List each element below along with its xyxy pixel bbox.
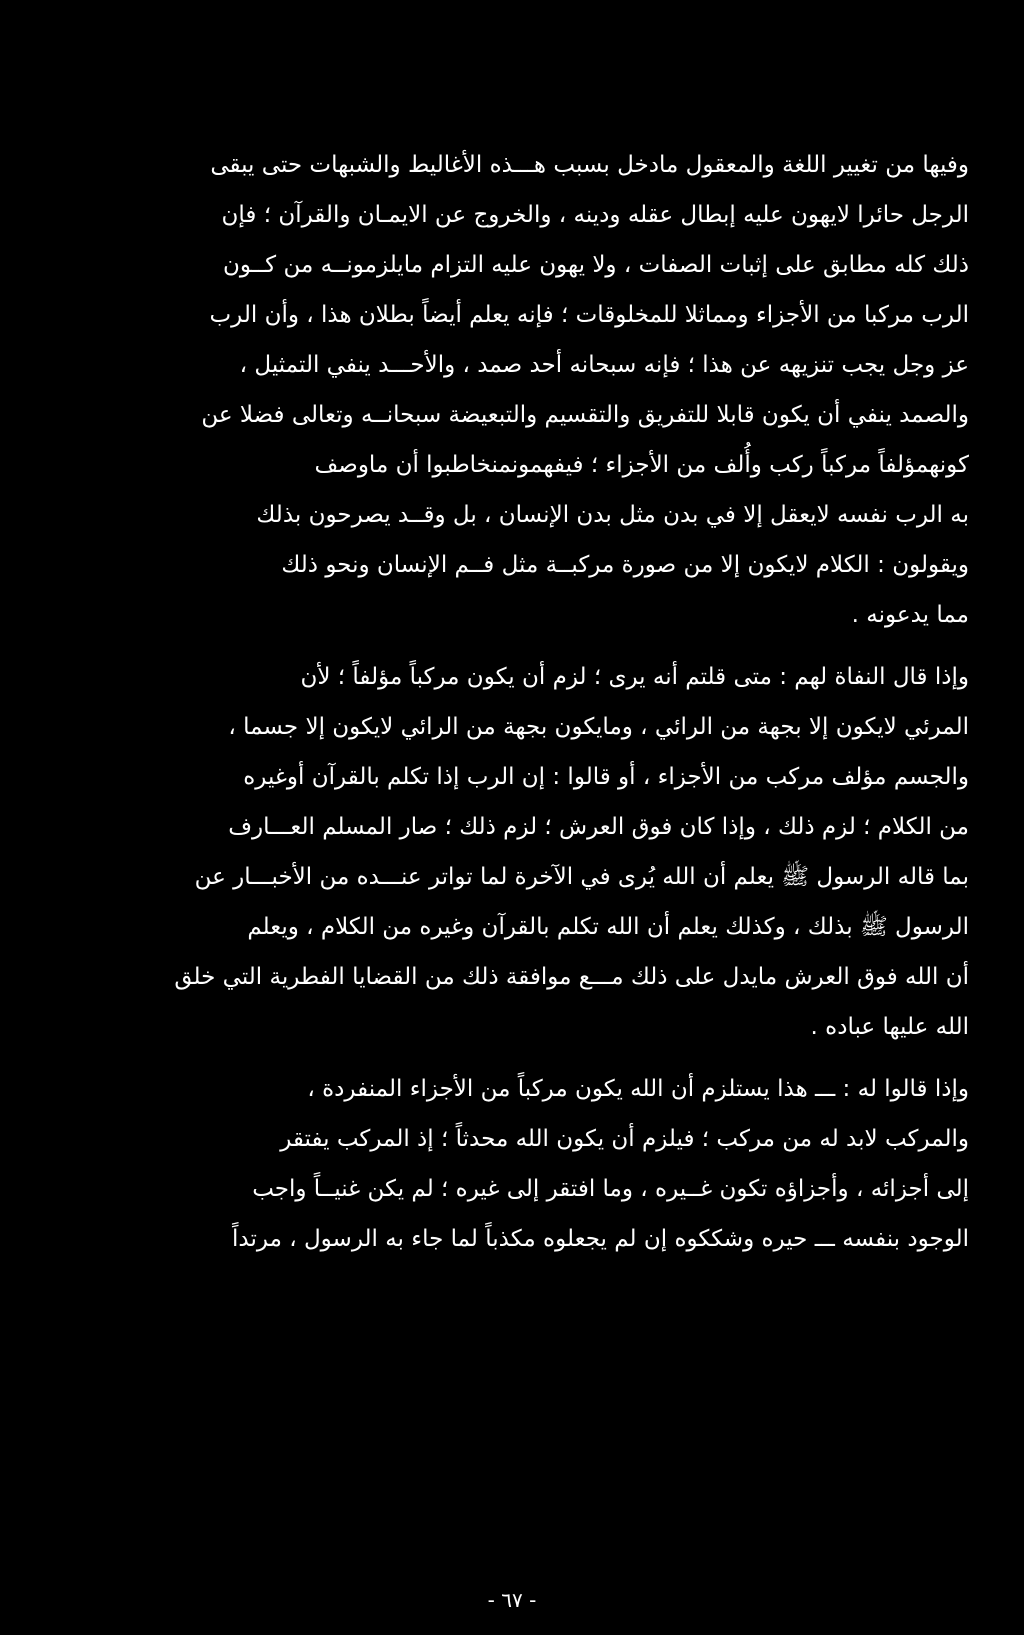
- text-line: الوجود بنفسه ـــ حيره وشككوه إن لم يجعلوه مكذباً لما جاء به الرسول ، مرتداً: [232, 1226, 969, 1252]
- paragraph-end-line: مما يدعونه .: [851, 602, 969, 628]
- text-line: ذلك كله مطابق على إثبات الصفات ، ولا يهون عليه التزام مايلزمونــه من كــون: [222, 252, 969, 278]
- text-line: الرسول ﷺ بذلك ، وكذلك يعلم أن الله تكلم بالقرآن وغيره من الكلام ، ويعلم: [247, 914, 969, 940]
- text-line: والصمد ينفي أن يكون قابلا للتفريق والتقسيم والتبعيضة سبحانــه وتعالى فضلا عن: [201, 402, 969, 428]
- text-line: بما قاله الرسول ﷺ يعلم أن الله يُرى في الآخرة لما تواتر عنـــده من الأخبـــار عن: [194, 864, 969, 890]
- text-line: أن الله فوق العرش مايدل على ذلك مـــع موافقة ذلك من القضايا الفطرية التي خلق: [174, 964, 969, 990]
- text-line: الرجل حائرا لايهون عليه إبطال عقله ودينه ، والخروج عن الايمـان والقرآن ؛ فإن: [221, 202, 969, 228]
- text-line: وفيها من تغيير اللغة والمعقول مادخل بسبب هـــذه الأغاليط والشبهات حتى يبقى: [210, 152, 969, 178]
- text-line: به الرب نفسه لايعقل إلا في بدن مثل بدن الإنسان ، بل وقــد يصرحون بذلك: [256, 502, 969, 528]
- text-line: الرب مركبا من الأجزاء ومماثلا للمخلوقات ؛ فإنه يعلم أيضاً بطلان هذا ، وأن الرب: [209, 302, 969, 328]
- text-line: من الكلام ؛ لزم ذلك ، وإذا كان فوق العرش ؛ لزم ذلك ؛ صار المسلم العـــارف: [228, 814, 969, 840]
- body-text: [130, 140, 969, 1264]
- text-line: ويقولون : الكلام لايكون إلا من صورة مركبــة مثل فــم الإنسان ونحو ذلك: [281, 552, 969, 578]
- text-line: إلى أجزائه ، وأجزاؤه تكون غــيره ، وما افتقر إلى غيره ؛ لم يكن غنيــاً واجب: [252, 1176, 969, 1202]
- text-line: والمركب لابد له من مركب ؛ فيلزم أن يكون الله محدثاً ؛ إذ المركب يفتقر: [280, 1126, 969, 1152]
- text-line: والجسم مؤلف مركب من الأجزاء ، أو قالوا : إن الرب إذا تكلم بالقرآن أوغيره: [243, 764, 969, 790]
- text-line: كونهمؤلفاً مركباً ركب وأُلف من الأجزاء ؛ فيفهمونمنخاطبوا أن ماوصف: [314, 452, 969, 478]
- paragraph-end-line: الله عليها عباده .: [810, 1014, 969, 1040]
- text-line: المرئي لايكون إلا بجهة من الرائي ، ومايكون بجهة من الرائي لايكون إلا جسما ،: [228, 714, 969, 740]
- text-line: عز وجل يجب تنزيهه عن هذا ؛ فإنه سبحانه أحد صمد ، والأحـــد ينفي التمثيل ،: [239, 352, 969, 378]
- page-number: - ٦٧ -: [487, 1588, 537, 1612]
- paragraph-start-line: وإذا قال النفاة لهم : متى قلتم أنه يرى ؛ لزم أن يكون مركباً مؤلفاً ؛ لأن: [300, 664, 969, 690]
- paragraph-start-line: وإذا قالوا له : ـــ هذا يستلزم أن الله يكون مركباً من الأجزاء المنفردة ،: [307, 1076, 969, 1102]
